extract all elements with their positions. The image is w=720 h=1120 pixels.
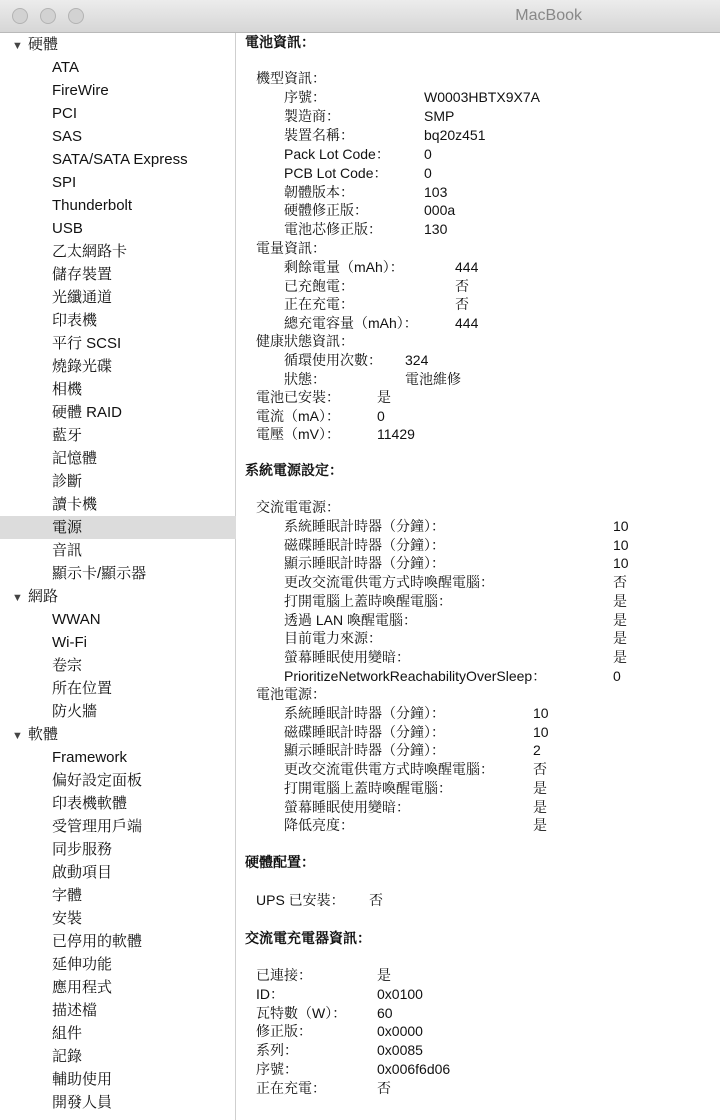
- info-value: 10: [613, 555, 629, 572]
- sidebar-item[interactable]: 字體: [52, 887, 83, 904]
- info-key: UPS 已安裝：: [256, 892, 345, 908]
- info-value: 否: [377, 1079, 391, 1096]
- info-key: 正在充電：: [284, 296, 354, 313]
- sidebar-group[interactable]: [0, 585, 236, 608]
- sidebar-item[interactable]: 儲存裝置: [52, 266, 113, 283]
- info-key: 系統睡眠計時器（分鐘）：: [284, 705, 445, 721]
- section-header: 系統電源設定：: [245, 462, 343, 478]
- info-value: 否: [369, 892, 383, 908]
- info-value: 60: [377, 1004, 393, 1021]
- info-value: 0x0100: [377, 985, 423, 1002]
- sidebar-item[interactable]: 光纖通道: [52, 289, 113, 306]
- info-key: 系列：: [256, 1042, 298, 1059]
- disclosure-triangle-icon[interactable]: ▼: [12, 40, 23, 52]
- sidebar-item[interactable]: WWAN: [52, 611, 101, 628]
- info-key: 循環使用次數：: [284, 352, 382, 368]
- sidebar-item[interactable]: 輔助使用: [52, 1071, 113, 1088]
- info-value: 10: [613, 518, 629, 534]
- info-key: 總充電容量（mAh）：: [284, 315, 418, 332]
- sidebar-group-label: 網路: [28, 588, 59, 605]
- info-key: 已連接：: [256, 967, 312, 983]
- sidebar-group[interactable]: [0, 723, 236, 746]
- info-value: 是: [377, 389, 391, 405]
- sidebar-group-label: 硬體: [28, 36, 59, 53]
- info-key: 電壓（mV）：: [256, 426, 340, 443]
- info-key: PCB Lot Code：: [284, 164, 388, 181]
- info-value: 是: [533, 779, 547, 796]
- sidebar-item[interactable]: 乙太網路卡: [52, 243, 128, 260]
- info-key: 透過 LAN 喚醒電腦：: [284, 611, 418, 628]
- sidebar-group-label: 軟體: [28, 726, 59, 743]
- info-key: 硬體修正版：: [284, 202, 368, 219]
- sidebar-item[interactable]: 燒錄光碟: [52, 358, 113, 375]
- info-value: 10: [613, 536, 629, 553]
- info-key: 打開電腦上蓋時喚醒電腦：: [284, 779, 452, 796]
- info-key: ID：: [256, 985, 284, 1002]
- info-value: 是: [533, 817, 547, 834]
- info-value: 000a: [424, 202, 456, 219]
- info-value: 電池維修: [405, 370, 461, 387]
- subsection-header: 健康狀態資訊：: [256, 333, 354, 349]
- sidebar-item[interactable]: 顯示卡/顯示器: [52, 565, 147, 582]
- sidebar-item[interactable]: 延伸功能: [52, 956, 113, 973]
- info-key: 已充飽電：: [284, 277, 354, 294]
- sidebar-item[interactable]: 診斷: [52, 473, 83, 490]
- sidebar-item[interactable]: 啟動項目: [52, 864, 113, 881]
- sidebar-item[interactable]: Thunderbolt: [52, 197, 133, 214]
- detail-pane: [237, 33, 720, 1120]
- info-key: 瓦特數（W）：: [256, 1004, 347, 1021]
- section-header: 交流電充電器資訊：: [245, 930, 371, 946]
- sidebar-item[interactable]: 描述檔: [52, 1002, 98, 1019]
- info-value: 是: [613, 630, 627, 647]
- subsection-header: 機型資訊：: [256, 70, 326, 86]
- sidebar-item[interactable]: 卷宗: [52, 657, 83, 674]
- info-key: 降低亮度：: [284, 817, 354, 834]
- info-key: 裝置名稱：: [284, 126, 354, 143]
- sidebar-item[interactable]: 安裝: [52, 910, 83, 927]
- sidebar-item[interactable]: 防火牆: [52, 703, 98, 720]
- sidebar-item[interactable]: ATA: [52, 59, 79, 76]
- info-key: 剩餘電量（mAh）：: [284, 259, 404, 275]
- info-value: 324: [405, 352, 429, 368]
- info-key: 序號：: [256, 1061, 298, 1077]
- sidebar-item[interactable]: 音訊: [52, 542, 83, 559]
- title-bar: [0, 0, 720, 33]
- sidebar-item[interactable]: 開發人員: [52, 1094, 113, 1111]
- info-key: PrioritizeNetworkReachabilityOverSleep：: [284, 667, 547, 684]
- info-value: 2: [533, 742, 541, 759]
- info-value: 0x0000: [377, 1023, 423, 1040]
- info-value: 103: [424, 183, 448, 200]
- sidebar-item[interactable]: 記憶體: [52, 450, 98, 467]
- info-value: 0x0085: [377, 1042, 423, 1059]
- info-value: 0: [424, 164, 432, 181]
- sidebar-item[interactable]: 應用程式: [52, 979, 113, 996]
- info-key: 電流（mA）：: [256, 407, 340, 424]
- info-value: 0: [377, 407, 385, 424]
- sidebar-item[interactable]: 讀卡機: [52, 496, 98, 513]
- info-key: 電池芯修正版：: [284, 221, 382, 238]
- sidebar-item[interactable]: Framework: [52, 749, 128, 766]
- sidebar-item[interactable]: 印表機: [52, 312, 98, 329]
- sidebar-item[interactable]: 記錄: [52, 1048, 83, 1065]
- info-key: 螢幕睡眠使用變暗：: [284, 648, 410, 665]
- sidebar-item[interactable]: 偏好設定面板: [52, 772, 143, 789]
- info-key: Pack Lot Code：: [284, 145, 390, 162]
- info-key: 更改交流電供電方式時喚醒電腦：: [284, 761, 494, 778]
- info-value: 是: [613, 648, 627, 665]
- info-value: 10: [533, 705, 549, 721]
- info-value: 是: [533, 798, 547, 815]
- sidebar-item[interactable]: SPI: [52, 174, 77, 191]
- info-value: 否: [533, 761, 547, 778]
- info-key: 螢幕睡眠使用變暗：: [284, 798, 410, 815]
- info-value: 是: [613, 592, 627, 609]
- info-value: SMP: [424, 107, 455, 124]
- sidebar-item[interactable]: FireWire: [52, 82, 109, 99]
- info-value: 是: [377, 967, 391, 983]
- info-value: 444: [455, 315, 479, 332]
- info-key: 顯示睡眠計時器（分鐘）：: [284, 555, 445, 572]
- info-key: 目前電力來源：: [284, 630, 382, 647]
- sidebar: [0, 33, 236, 1120]
- sidebar-item[interactable]: 受管理用戶端: [52, 818, 143, 835]
- sidebar-item[interactable]: 已停用的軟體: [52, 933, 143, 950]
- sidebar-item[interactable]: USB: [52, 220, 83, 237]
- window-title: MacBook: [515, 7, 582, 24]
- sidebar-item[interactable]: 藍牙: [52, 427, 83, 444]
- sidebar-item[interactable]: 相機: [52, 381, 83, 398]
- info-value: 11429: [377, 426, 415, 443]
- section-header: 電池資訊：: [245, 34, 315, 50]
- info-value: 0: [424, 145, 432, 162]
- info-key: 電池已安裝：: [256, 389, 340, 405]
- info-key: 韌體版本：: [284, 183, 354, 200]
- subsection-header: 交流電電源：: [256, 499, 340, 515]
- subsection-header: 電量資訊：: [256, 240, 326, 256]
- info-value: 10: [533, 723, 549, 740]
- section-header: 硬體配置：: [245, 854, 315, 870]
- sidebar-group[interactable]: [0, 33, 236, 56]
- info-key: 修正版：: [256, 1023, 312, 1040]
- sidebar-item[interactable]: 硬體 RAID: [52, 404, 123, 421]
- info-value: 444: [455, 259, 479, 275]
- disclosure-triangle-icon[interactable]: ▼: [12, 730, 23, 742]
- info-key: 正在充電：: [256, 1079, 326, 1096]
- sidebar-item[interactable]: 平行 SCSI: [52, 335, 122, 352]
- info-value: 130: [424, 221, 448, 238]
- sidebar-item[interactable]: 電源: [0, 516, 236, 539]
- info-key: 系統睡眠計時器（分鐘）：: [284, 518, 445, 534]
- info-value: 否: [613, 574, 627, 591]
- info-value: W0003HBTX9X7A: [424, 89, 540, 105]
- info-key: 狀態：: [284, 370, 326, 387]
- info-key: 磁碟睡眠計時器（分鐘）：: [284, 536, 445, 553]
- sidebar-item[interactable]: 同步服務: [52, 841, 113, 858]
- info-value: 0: [613, 667, 621, 684]
- sidebar-item[interactable]: SATA/SATA Express: [52, 151, 188, 168]
- sidebar-item[interactable]: 印表機軟體: [52, 795, 128, 812]
- sidebar-item[interactable]: 所在位置: [52, 680, 113, 697]
- info-key: 打開電腦上蓋時喚醒電腦：: [284, 592, 452, 609]
- sidebar-item[interactable]: 組件: [52, 1025, 83, 1042]
- info-value: bq20z451: [424, 126, 486, 143]
- subsection-header: 電池電源：: [256, 686, 326, 702]
- sidebar-item[interactable]: Wi-Fi: [52, 634, 87, 651]
- sidebar-item[interactable]: PCI: [52, 105, 78, 122]
- info-key: 製造商：: [284, 107, 340, 124]
- info-key: 更改交流電供電方式時喚醒電腦：: [284, 574, 494, 591]
- disclosure-triangle-icon[interactable]: ▼: [12, 592, 23, 604]
- info-value: 否: [455, 277, 469, 294]
- info-value: 是: [613, 611, 627, 628]
- info-key: 磁碟睡眠計時器（分鐘）：: [284, 723, 445, 740]
- info-key: 顯示睡眠計時器（分鐘）：: [284, 742, 445, 759]
- info-key: 序號：: [284, 89, 326, 105]
- info-value: 否: [455, 296, 469, 313]
- info-value: 0x006f6d06: [377, 1061, 451, 1077]
- sidebar-item[interactable]: SAS: [52, 128, 83, 145]
